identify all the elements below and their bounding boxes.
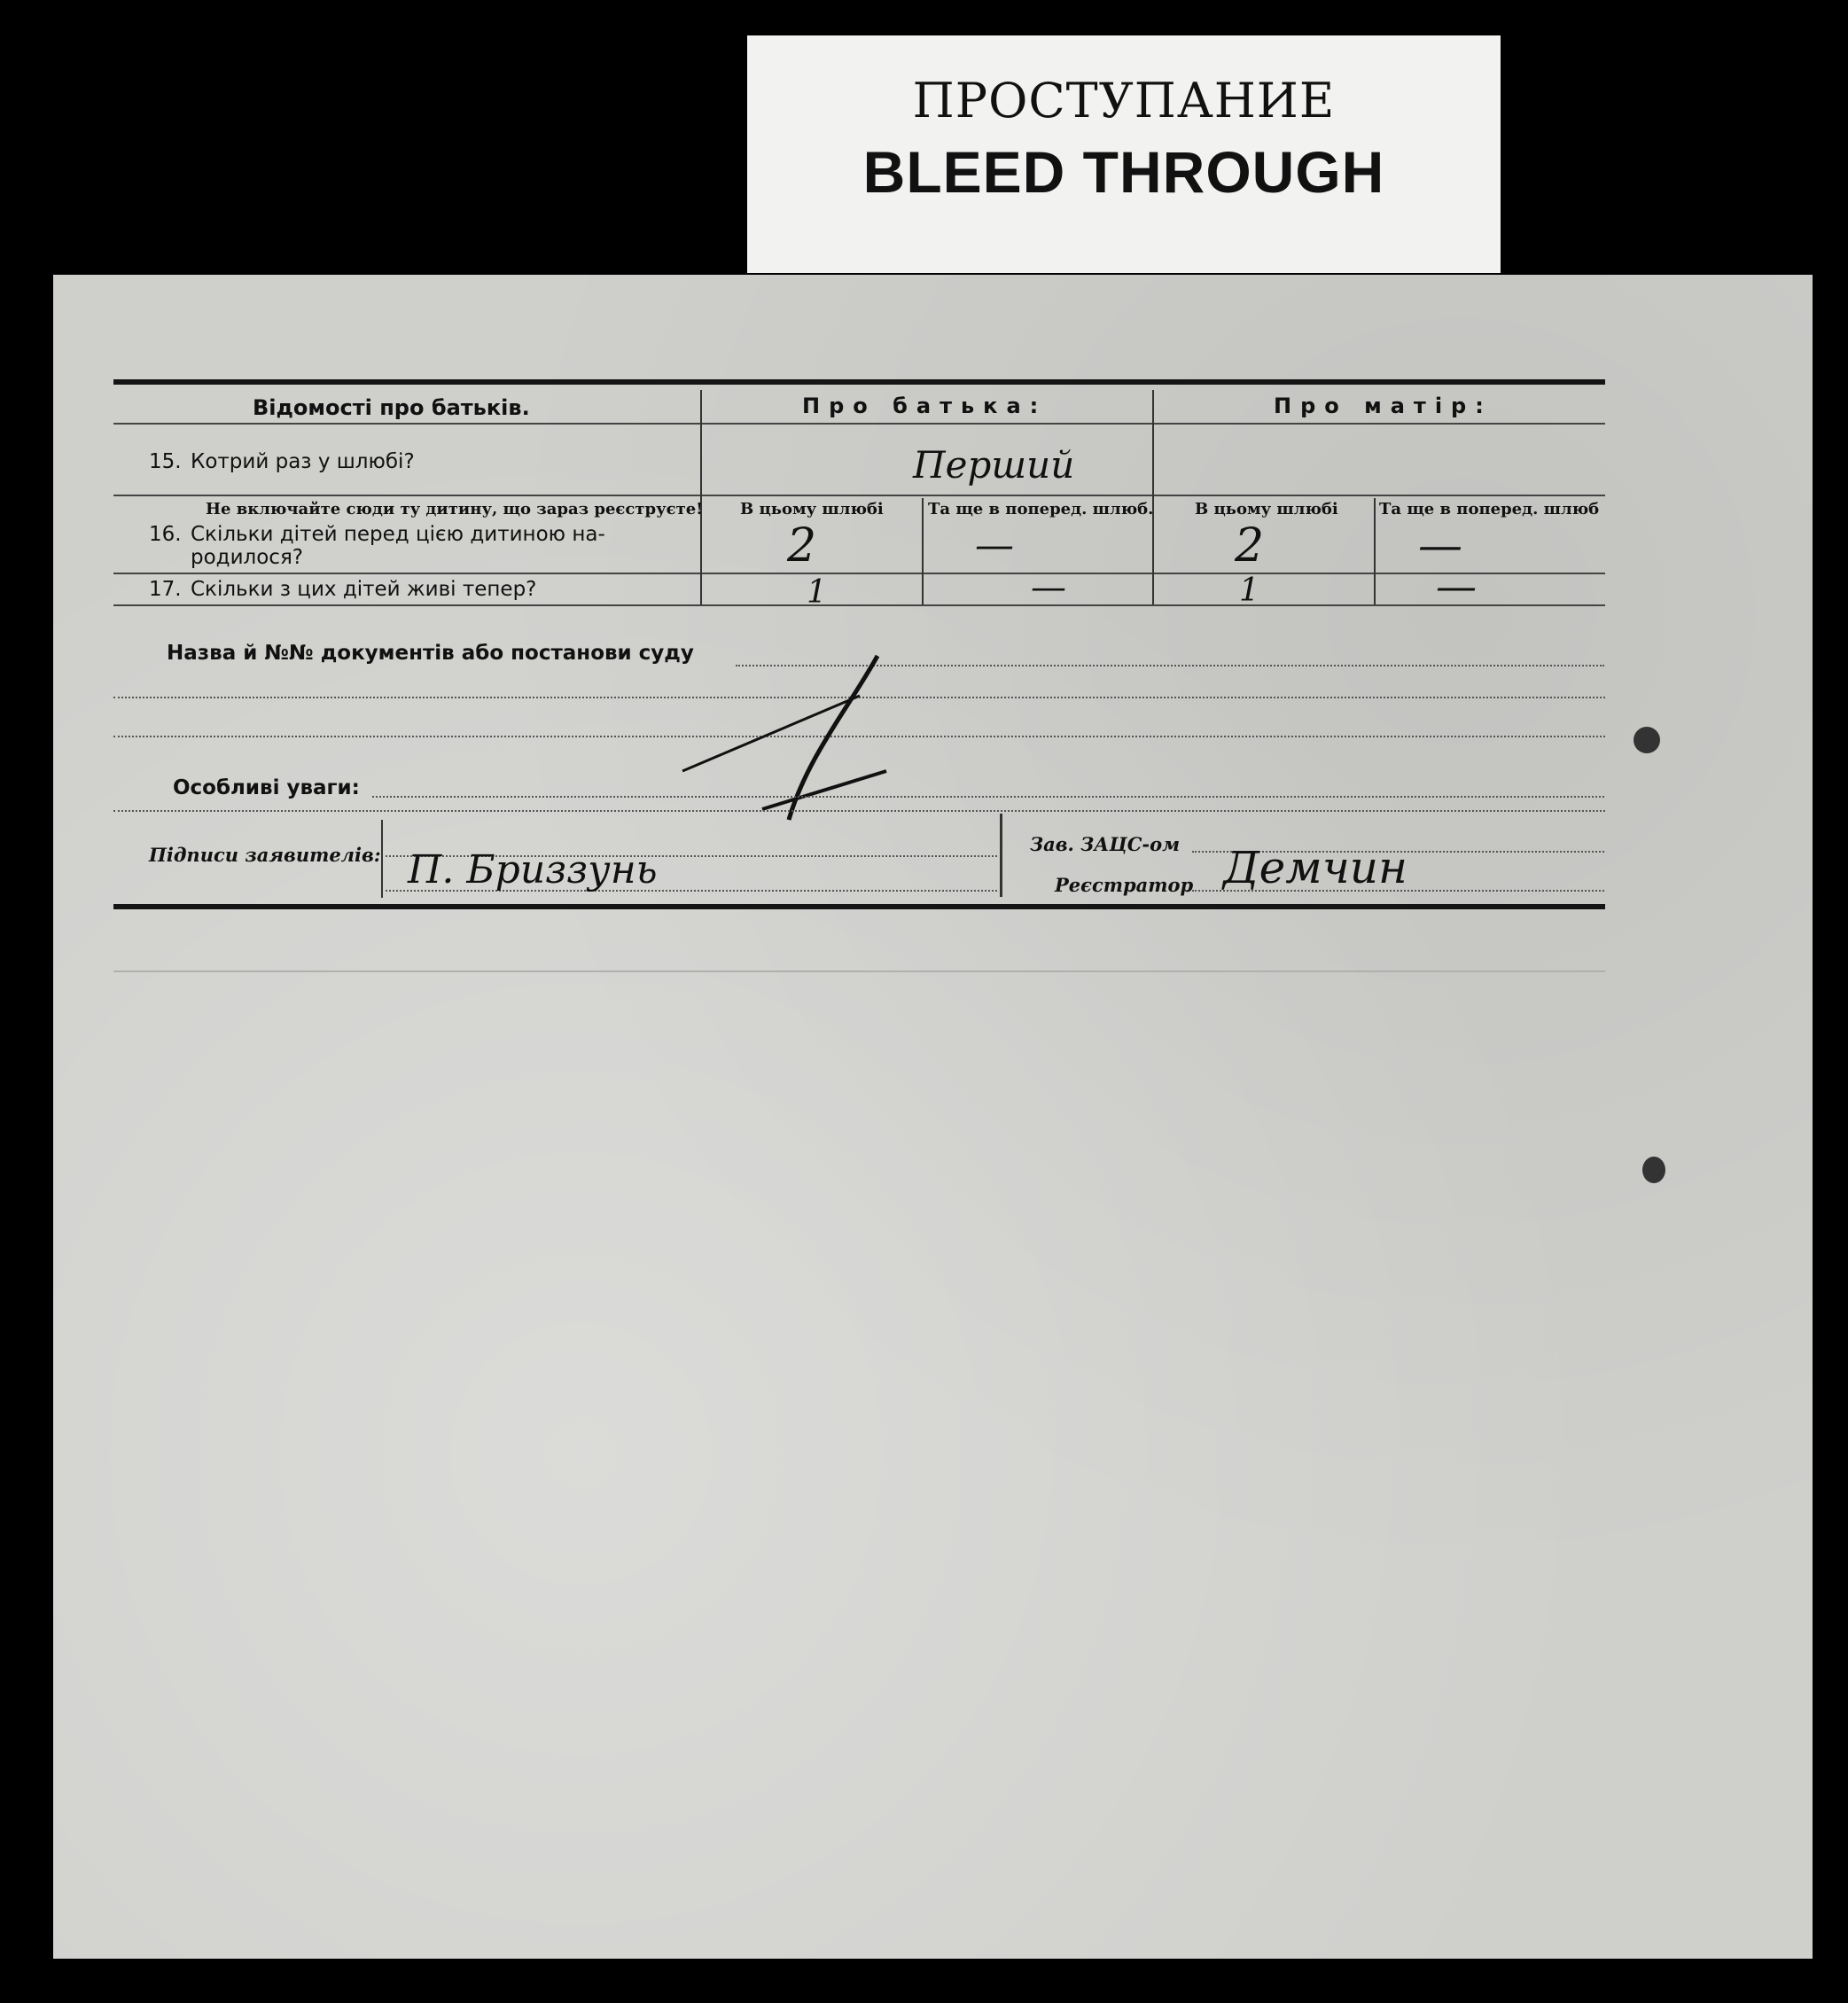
column-divider — [1374, 498, 1376, 604]
q15-text: Котрий раз у шлюбі? — [191, 450, 415, 473]
documents-label: Назва й №№ документів або постанови суду — [167, 642, 694, 665]
table-top-rule — [113, 379, 1605, 385]
punch-hole — [1642, 1157, 1665, 1183]
q17-mother-current: 1 — [1239, 573, 1259, 609]
header-about-mother: Про матір: — [1274, 394, 1493, 418]
stamp-russian-text: ПРОСТУПАНИЕ — [912, 73, 1336, 129]
remarks-line — [113, 810, 1605, 812]
applicant-signatures-label: Підписи заявителів: — [149, 844, 381, 866]
q16-father-subheader-previous: Та ще в поперед. шлюб. — [928, 500, 1154, 518]
q17-father-previous: — — [1031, 567, 1066, 608]
header-parents-info: Відомості про батьків. — [253, 395, 530, 420]
head-of-registry-label: Зав. ЗАЦС-ом — [1030, 833, 1181, 855]
column-divider — [700, 390, 702, 604]
row16-bottom-line — [113, 573, 1605, 574]
applicant-signature: П. Бриззунь — [408, 847, 658, 892]
strikethrough-mark — [674, 651, 904, 829]
remarks-line — [372, 796, 1604, 798]
q16-mother-subheader-current: В цьому шлюбі — [1195, 500, 1338, 518]
signature-bracket-right — [1000, 814, 1002, 897]
table-bottom-rule — [113, 904, 1605, 909]
q15-father-answer: Перший — [913, 443, 1075, 487]
q16-father-previous: — — [975, 523, 1014, 568]
q16-note: Не включайте сюди ту дитину, що зараз реєструєте! — [206, 500, 704, 518]
column-divider — [922, 498, 924, 604]
column-divider — [1152, 390, 1154, 604]
registrar-label: Реєстратор — [1055, 874, 1194, 896]
remarks-label: Особливі уваги: — [173, 776, 360, 799]
q17-number: 17. — [149, 578, 182, 601]
q15-number: 15. — [149, 450, 182, 473]
q16-father-current: 2 — [787, 519, 817, 573]
header-bottom-line — [113, 423, 1605, 425]
q16-text-line2: родилося? — [191, 546, 303, 569]
q17-text: Скільки з цих дітей живі тепер? — [191, 578, 537, 601]
q16-mother-previous: — — [1418, 519, 1462, 571]
signature-bracket-left — [381, 820, 383, 898]
q16-text-line1: Скільки дітей перед цією дитиною на- — [191, 523, 605, 546]
header-about-father: Про батька: — [802, 394, 1048, 418]
q16-father-subheader-current: В цьому шлюбі — [740, 500, 884, 518]
q16-mother-subheader-previous: Та ще в поперед. шлюб — [1379, 500, 1600, 518]
row17-bottom-line — [113, 604, 1605, 606]
q17-mother-previous: — — [1436, 562, 1477, 610]
q16-mother-current: 2 — [1235, 519, 1265, 573]
punch-hole — [1634, 727, 1660, 753]
bleed-through-line — [113, 970, 1605, 972]
q17-father-current: 1 — [807, 574, 827, 611]
registrar-signature: Демчин — [1223, 842, 1407, 893]
stamp-english-text: BLEED THROUGH — [862, 139, 1385, 205]
bleed-through-stamp — [747, 35, 1501, 273]
row15-bottom-line — [113, 495, 1605, 496]
q16-number: 16. — [149, 523, 182, 546]
